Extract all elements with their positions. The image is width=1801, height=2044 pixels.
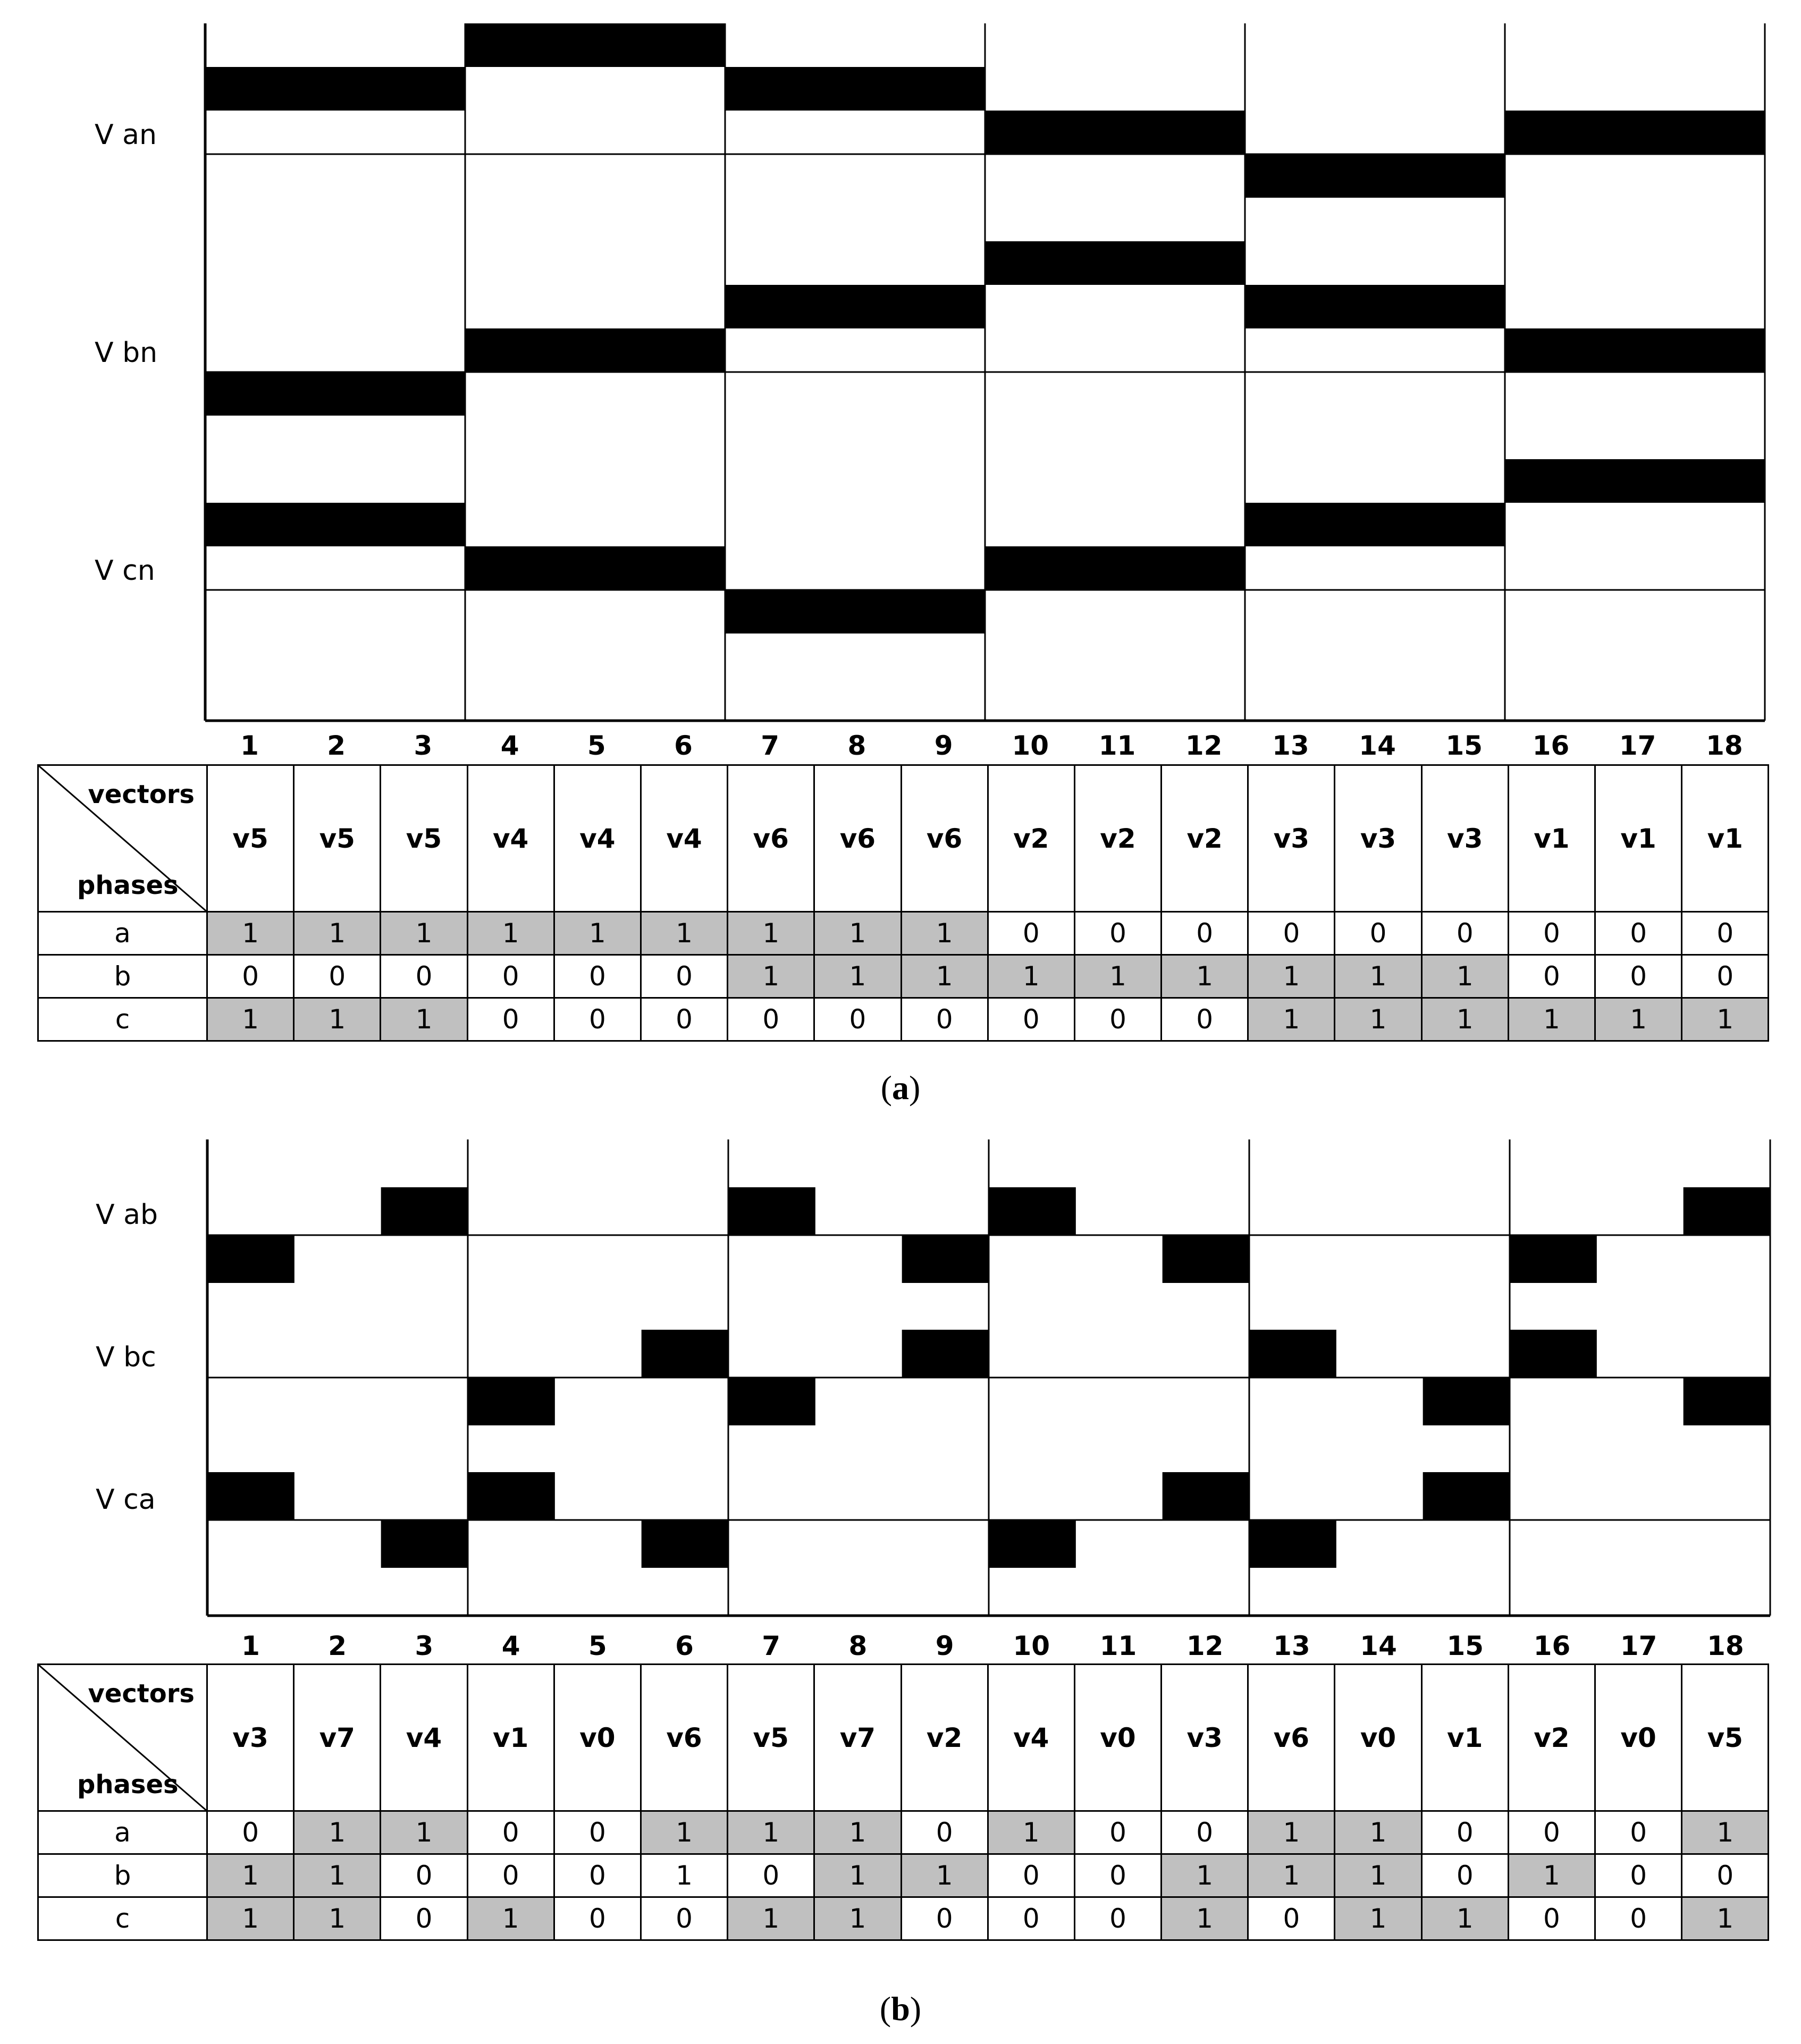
bit-cell: 1	[207, 1854, 294, 1897]
bit-cell: 1	[381, 912, 467, 955]
bit-cell: 1	[728, 955, 814, 998]
bit-cell: 1	[901, 912, 988, 955]
pulse-bar	[1510, 1235, 1597, 1283]
pulse-bar	[985, 241, 1072, 285]
pulse-bar	[728, 1378, 815, 1425]
column-number-b-9: 9	[935, 1631, 954, 1661]
bit-cell: 0	[1421, 1854, 1508, 1897]
bit-cell: 1	[814, 955, 901, 998]
phase-row-c	[38, 1897, 1769, 1940]
signal-label-vab: V ab	[96, 1199, 158, 1231]
waveform-chart-b	[0, 1121, 1801, 1653]
column-number-a-12: 12	[1185, 730, 1223, 761]
pulse-bar	[1423, 1472, 1510, 1520]
bit-cell: 1	[814, 912, 901, 955]
vector-cell: v0	[1074, 1665, 1161, 1811]
pulse-bar	[1592, 111, 1679, 154]
pulse-bar	[1245, 154, 1332, 198]
bit-cell: 0	[1248, 912, 1335, 955]
bit-cell: 0	[1595, 955, 1682, 998]
pulse-bar	[1072, 111, 1159, 154]
pulse-bar	[1332, 154, 1419, 198]
bit-cell: 1	[294, 1897, 381, 1940]
bit-cell: 0	[641, 998, 727, 1041]
phase-label: a	[38, 1811, 207, 1854]
phase-row-b	[38, 1854, 1769, 1897]
pulse-bar	[552, 23, 639, 67]
pulse-bar	[1245, 503, 1332, 546]
bit-cell: 1	[1682, 998, 1769, 1041]
bit-cell: 1	[641, 1811, 727, 1854]
pulse-bar	[381, 1187, 468, 1235]
bit-cell: 1	[381, 1811, 467, 1854]
column-number-a-2: 2	[327, 730, 346, 761]
bit-cell: 1	[1248, 955, 1335, 998]
phase-row-b	[38, 955, 1769, 998]
bit-cell: 1	[1162, 955, 1248, 998]
bit-cell: 1	[294, 912, 381, 955]
bit-cell: 1	[1595, 998, 1682, 1041]
column-number-b-15: 15	[1446, 1631, 1484, 1661]
column-number-a-3: 3	[414, 730, 433, 761]
bit-cell: 1	[1248, 1811, 1335, 1854]
bit-cell: 1	[1335, 1811, 1421, 1854]
bit-cell: 1	[814, 1811, 901, 1854]
phase-label: a	[38, 912, 207, 955]
pulse-bar	[468, 1378, 555, 1425]
pulse-bar	[468, 1472, 555, 1520]
vector-cell: v1	[1508, 765, 1595, 912]
pulse-bar	[1245, 285, 1332, 328]
bit-cell: 1	[207, 912, 294, 955]
bit-cell: 0	[1074, 912, 1161, 955]
bit-cell: 1	[1162, 1897, 1248, 1940]
vector-cell: v2	[988, 765, 1074, 912]
bit-cell: 1	[1335, 1897, 1421, 1940]
pulse-bar	[207, 1472, 294, 1520]
pulse-bar	[378, 372, 466, 416]
pulse-bar	[1505, 459, 1592, 503]
vector-cell: v1	[1421, 1665, 1508, 1811]
bit-cell: 1	[814, 1897, 901, 1940]
vector-cell: v2	[1508, 1665, 1595, 1811]
bit-cell: 0	[1074, 1811, 1161, 1854]
bit-cell: 1	[728, 1811, 814, 1854]
pulse-bar	[465, 23, 552, 67]
bit-cell: 0	[728, 1854, 814, 1897]
vector-cell: v3	[207, 1665, 294, 1811]
pulse-bar	[898, 285, 986, 328]
vector-cell: v2	[1074, 765, 1161, 912]
bit-cell: 0	[1595, 912, 1682, 955]
bit-cell: 0	[554, 1897, 641, 1940]
pulse-bar	[378, 503, 466, 546]
bit-cell: 0	[1421, 1811, 1508, 1854]
pulse-bar	[985, 111, 1072, 154]
bit-cell: 1	[1682, 1897, 1769, 1940]
pulse-bar	[552, 328, 639, 372]
pulse-bar	[1592, 328, 1679, 372]
bit-cell: 1	[814, 1854, 901, 1897]
vector-cell: v6	[901, 765, 988, 912]
bit-cell: 0	[1248, 1897, 1335, 1940]
bit-cell: 0	[554, 955, 641, 998]
vector-cell: v4	[641, 765, 727, 912]
pulse-bar	[1158, 111, 1245, 154]
bit-cell: 0	[641, 1897, 727, 1940]
pulse-bar	[1158, 546, 1245, 590]
pulse-bar	[902, 1235, 989, 1283]
pulse-bar	[902, 1330, 989, 1378]
bit-cell: 0	[1335, 912, 1421, 955]
pulse-bar	[812, 590, 899, 634]
bit-cell: 1	[554, 912, 641, 955]
vector-cell: v6	[1248, 1665, 1335, 1811]
bit-cell: 1	[381, 998, 467, 1041]
table-corner-header	[38, 765, 207, 912]
bit-cell: 0	[641, 955, 727, 998]
vector-cell: v1	[467, 1665, 554, 1811]
pulse-bar	[898, 590, 986, 634]
pulse-bar	[1072, 546, 1159, 590]
column-number-b-17: 17	[1620, 1631, 1657, 1661]
bit-cell: 1	[1074, 955, 1161, 998]
vector-cell: v1	[1595, 765, 1682, 912]
pulse-bar	[207, 1235, 294, 1283]
vector-cell: v5	[381, 765, 467, 912]
pulse-bar	[292, 372, 379, 416]
pulse-bar	[725, 285, 812, 328]
phase-label: b	[38, 1854, 207, 1897]
vector-cell: v2	[901, 1665, 988, 1811]
pulse-bar	[381, 1520, 468, 1568]
column-number-a-18: 18	[1706, 730, 1743, 761]
vector-cell: v3	[1162, 1665, 1248, 1811]
pulse-bar	[292, 67, 379, 111]
bit-cell: 0	[901, 1811, 988, 1854]
bit-cell: 1	[1162, 1854, 1248, 1897]
pulse-bar	[1163, 1235, 1250, 1283]
pulse-bar	[725, 67, 812, 111]
bit-cell: 0	[467, 955, 554, 998]
pulse-bar	[1684, 1378, 1771, 1425]
signal-label-van: V an	[95, 119, 157, 151]
column-number-b-5: 5	[588, 1631, 607, 1661]
bit-cell: 1	[294, 1811, 381, 1854]
bit-cell: 0	[988, 998, 1074, 1041]
bit-cell: 0	[1508, 955, 1595, 998]
pulse-bar	[292, 503, 379, 546]
column-number-b-8: 8	[848, 1631, 868, 1661]
column-number-a-8: 8	[847, 730, 866, 761]
bit-cell: 0	[1595, 1811, 1682, 1854]
phase-row-c	[38, 998, 1769, 1041]
bit-cell: 1	[1508, 998, 1595, 1041]
caption-letter-a: a	[892, 1069, 909, 1107]
signal-label-vcn: V cn	[95, 555, 155, 587]
phase-label: c	[38, 998, 207, 1041]
caption-b: (b)	[879, 1990, 922, 2028]
pulse-bar	[1249, 1520, 1336, 1568]
pulse-bar	[552, 546, 639, 590]
vector-cell: v4	[988, 1665, 1074, 1811]
bit-cell: 0	[1508, 1811, 1595, 1854]
pulse-bar	[989, 1187, 1076, 1235]
vector-table-a	[37, 764, 1769, 1042]
vector-cell: v5	[294, 765, 381, 912]
bit-cell: 1	[641, 1854, 727, 1897]
signal-label-vca: V ca	[96, 1484, 156, 1516]
phases-label: phases	[77, 871, 179, 900]
bit-cell: 0	[554, 1811, 641, 1854]
pulse-bar	[638, 546, 726, 590]
column-number-a-7: 7	[761, 730, 780, 761]
caption-a: (a)	[880, 1069, 921, 1107]
pulse-bar	[205, 503, 292, 546]
pulse-bar	[1678, 459, 1765, 503]
pulse-bar	[465, 328, 552, 372]
bit-cell: 0	[381, 955, 467, 998]
column-number-b-11: 11	[1099, 1631, 1137, 1661]
bit-cell: 0	[1682, 1854, 1769, 1897]
bit-cell: 0	[381, 1897, 467, 1940]
signal-label-vbn: V bn	[95, 337, 158, 369]
bit-cell: 0	[1074, 1897, 1161, 1940]
pulse-bar	[1249, 1330, 1336, 1378]
bit-cell: 0	[1508, 912, 1595, 955]
pulse-bar	[1678, 328, 1765, 372]
bit-cell: 1	[1248, 1854, 1335, 1897]
vector-cell: v6	[814, 765, 901, 912]
bit-cell: 0	[814, 998, 901, 1041]
bit-cell: 1	[901, 955, 988, 998]
vector-cell: v3	[1335, 765, 1421, 912]
pulse-bar	[1505, 111, 1592, 154]
bit-cell: 1	[467, 912, 554, 955]
phases-label: phases	[77, 1770, 179, 1800]
column-number-a-13: 13	[1272, 730, 1309, 761]
panel-b	[0, 1121, 1801, 2044]
bit-cell: 1	[294, 998, 381, 1041]
bit-cell: 1	[1335, 955, 1421, 998]
pulse-bar	[1510, 1330, 1597, 1378]
vector-cell: v2	[1162, 765, 1248, 912]
bit-cell: 1	[1248, 998, 1335, 1041]
column-number-a-4: 4	[500, 730, 519, 761]
bit-cell: 1	[1508, 1854, 1595, 1897]
vector-cell: v0	[1335, 1665, 1421, 1811]
column-number-b-10: 10	[1013, 1631, 1050, 1661]
vectors-label: vectors	[88, 780, 195, 809]
phase-label: c	[38, 1897, 207, 1940]
pulse-bar	[1072, 241, 1159, 285]
vector-cell: v4	[554, 765, 641, 912]
bit-cell: 0	[1508, 1897, 1595, 1940]
pulse-bar	[1418, 154, 1505, 198]
pulse-bar	[1332, 503, 1419, 546]
bit-cell: 1	[467, 1897, 554, 1940]
vector-cell: v3	[1421, 765, 1508, 912]
bit-cell: 0	[1421, 912, 1508, 955]
bit-cell: 0	[1682, 912, 1769, 955]
pulse-bar	[1592, 459, 1679, 503]
bit-cell: 1	[207, 1897, 294, 1940]
bit-cell: 0	[1595, 1854, 1682, 1897]
pulse-bar	[1158, 241, 1245, 285]
phase-row-a	[38, 1811, 1769, 1854]
bit-cell: 1	[294, 1854, 381, 1897]
pulse-bar	[378, 67, 466, 111]
bit-cell: 0	[988, 912, 1074, 955]
phase-label: b	[38, 955, 207, 998]
bit-cell: 0	[554, 1854, 641, 1897]
bit-cell: 0	[988, 1854, 1074, 1897]
bit-cell: 1	[1335, 1854, 1421, 1897]
column-number-a-10: 10	[1012, 730, 1049, 761]
pulse-bar	[725, 590, 812, 634]
column-number-b-13: 13	[1273, 1631, 1310, 1661]
vector-cell: v0	[554, 1665, 641, 1811]
column-number-b-2: 2	[328, 1631, 347, 1661]
bit-cell: 0	[467, 1854, 554, 1897]
pulse-bar	[812, 285, 899, 328]
pulse-bar	[642, 1330, 729, 1378]
column-number-a-11: 11	[1098, 730, 1136, 761]
column-number-a-16: 16	[1532, 730, 1570, 761]
pulse-bar	[638, 328, 726, 372]
bit-cell: 0	[467, 1811, 554, 1854]
bit-cell: 0	[1682, 955, 1769, 998]
column-number-b-4: 4	[501, 1631, 520, 1661]
vector-cell: v6	[728, 765, 814, 912]
pulse-bar	[1332, 285, 1419, 328]
vector-cell: v5	[1682, 1665, 1769, 1811]
bit-cell: 0	[1074, 1854, 1161, 1897]
caption-letter-b: b	[891, 1990, 910, 2028]
bit-cell: 0	[1595, 1897, 1682, 1940]
vector-cell: v7	[814, 1665, 901, 1811]
column-number-b-16: 16	[1533, 1631, 1571, 1661]
bit-cell: 1	[728, 912, 814, 955]
pulse-bar	[985, 546, 1072, 590]
pulse-bar	[728, 1187, 815, 1235]
pulse-bar	[1163, 1472, 1250, 1520]
bit-cell: 0	[1074, 998, 1161, 1041]
pulse-bar	[989, 1520, 1076, 1568]
vector-cell: v7	[294, 1665, 381, 1811]
bit-cell: 0	[554, 998, 641, 1041]
column-number-b-6: 6	[675, 1631, 694, 1661]
bit-cell: 0	[988, 1897, 1074, 1940]
bit-cell: 0	[901, 998, 988, 1041]
column-number-a-15: 15	[1445, 730, 1483, 761]
bit-cell: 1	[988, 955, 1074, 998]
pulse-bar	[898, 67, 986, 111]
waveform-chart-a	[0, 0, 1801, 733]
pulse-bar	[205, 67, 292, 111]
signal-label-vbc: V bc	[96, 1341, 156, 1373]
vector-cell: v1	[1682, 765, 1769, 912]
bit-cell: 0	[381, 1854, 467, 1897]
vector-cell: v3	[1248, 765, 1335, 912]
bit-cell: 1	[641, 912, 727, 955]
pulse-bar	[1418, 503, 1505, 546]
pulse-bar	[1505, 328, 1592, 372]
vectors-label: vectors	[88, 1679, 195, 1709]
bit-cell: 0	[728, 998, 814, 1041]
column-number-a-1: 1	[240, 730, 259, 761]
phase-row-a	[38, 912, 1769, 955]
bit-cell: 1	[207, 998, 294, 1041]
bit-cell: 1	[1421, 955, 1508, 998]
column-number-b-7: 7	[762, 1631, 781, 1661]
vector-cell: v6	[641, 1665, 727, 1811]
pulse-bar	[1684, 1187, 1771, 1235]
column-number-b-3: 3	[415, 1631, 434, 1661]
bit-cell: 1	[1682, 1811, 1769, 1854]
vector-cell: v4	[467, 765, 554, 912]
vector-cell: v5	[728, 1665, 814, 1811]
pulse-bar	[642, 1520, 729, 1568]
column-number-a-17: 17	[1619, 730, 1656, 761]
bit-cell: 0	[1162, 912, 1248, 955]
table-corner-header	[38, 1665, 207, 1811]
pulse-bar	[205, 372, 292, 416]
column-number-a-14: 14	[1359, 730, 1396, 761]
pulse-bar	[1423, 1378, 1510, 1425]
vector-table-b	[37, 1663, 1769, 1941]
bit-cell: 1	[1421, 1897, 1508, 1940]
bit-cell: 0	[294, 955, 381, 998]
column-number-a-9: 9	[934, 730, 953, 761]
pulse-bar	[465, 546, 552, 590]
column-number-b-18: 18	[1707, 1631, 1744, 1661]
bit-cell: 0	[207, 955, 294, 998]
bit-cell: 0	[467, 998, 554, 1041]
column-number-a-5: 5	[587, 730, 606, 761]
bit-cell: 0	[1162, 998, 1248, 1041]
bit-cell: 1	[901, 1854, 988, 1897]
vector-cell: v4	[381, 1665, 467, 1811]
vector-cell: v5	[207, 765, 294, 912]
column-number-b-1: 1	[241, 1631, 260, 1661]
vector-cell: v0	[1595, 1665, 1682, 1811]
bit-cell: 0	[1162, 1811, 1248, 1854]
pulse-bar	[1418, 285, 1505, 328]
bit-cell: 0	[207, 1811, 294, 1854]
bit-cell: 0	[901, 1897, 988, 1940]
pulse-bar	[638, 23, 726, 67]
column-number-b-14: 14	[1360, 1631, 1397, 1661]
bit-cell: 1	[1421, 998, 1508, 1041]
pulse-bar	[1678, 111, 1765, 154]
bit-cell: 1	[728, 1897, 814, 1940]
column-number-a-6: 6	[674, 730, 693, 761]
pulse-bar	[812, 67, 899, 111]
bit-cell: 1	[988, 1811, 1074, 1854]
bit-cell: 1	[1335, 998, 1421, 1041]
column-number-b-12: 12	[1186, 1631, 1224, 1661]
